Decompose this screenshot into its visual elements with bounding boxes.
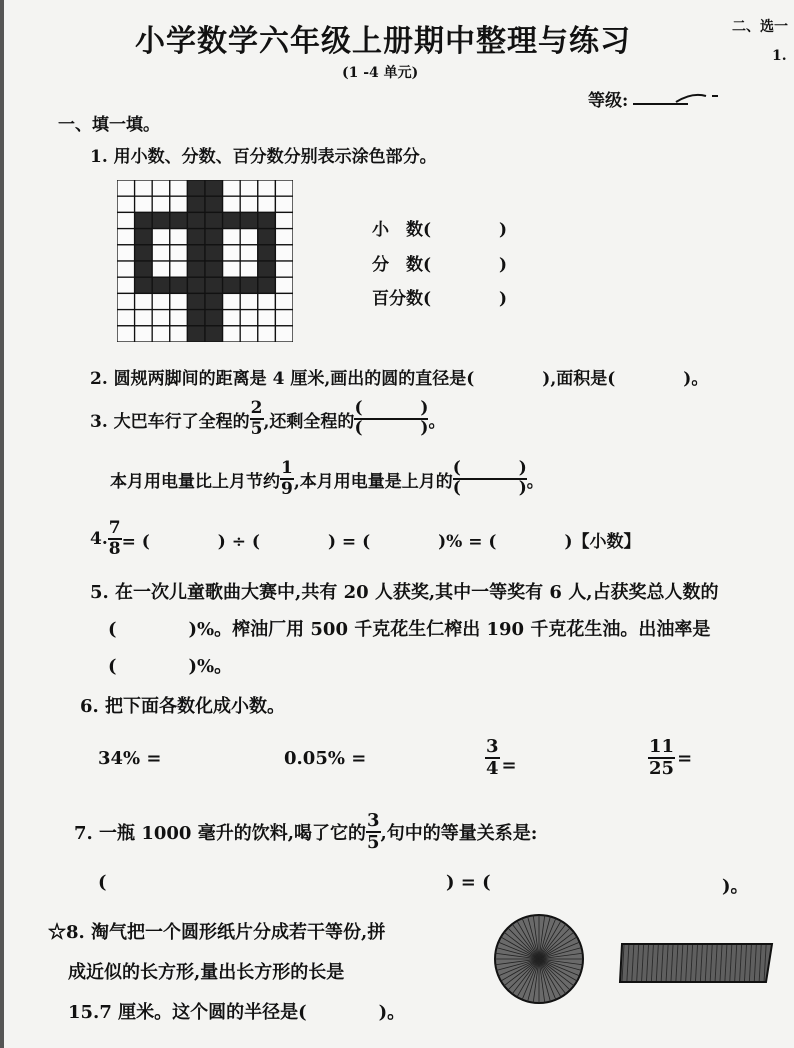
paren-left: (	[452, 458, 461, 479]
corner-number: 1.	[772, 48, 787, 64]
grid-cell-shaded	[205, 277, 223, 293]
paren-right: )	[420, 398, 429, 419]
equals-sign: =	[677, 747, 693, 769]
grid-cell	[152, 196, 170, 212]
q7-suffix: ,句中的等量关系是:	[380, 823, 538, 844]
grid-cell	[240, 196, 258, 212]
denominator: 8	[108, 539, 121, 559]
grid-cell	[275, 180, 293, 196]
grid-cell	[240, 293, 258, 309]
grid-cell	[170, 229, 188, 245]
grid-cell-shaded	[187, 310, 205, 326]
grid-cell-shaded	[135, 245, 153, 261]
q4-equation[interactable]: = ( ) ÷ ( ) = ( )% = ( )【小数】	[121, 531, 641, 552]
grade-label: 等级:	[588, 91, 629, 111]
grid-cell-shaded	[187, 326, 205, 342]
q7-answer-paren-left[interactable]: (	[98, 872, 107, 893]
grid-cell-shaded	[205, 212, 223, 228]
grid-cell-shaded	[187, 212, 205, 228]
decimal-answer[interactable]: 小 数( )	[372, 220, 508, 240]
grid-cell-shaded	[187, 180, 205, 196]
denominator: 9	[281, 479, 293, 499]
grade-scribble	[674, 88, 720, 106]
grid-cell-shaded	[187, 229, 205, 245]
grid-cell-shaded	[258, 277, 276, 293]
q7-answer-paren-right[interactable]: )。	[722, 876, 749, 897]
grid-cell	[275, 196, 293, 212]
question-3b	[110, 460, 544, 498]
fraction-3-5	[366, 812, 381, 852]
numerator: 2	[250, 398, 263, 418]
blank-fraction-answer-b[interactable]	[453, 460, 527, 498]
blank-fraction-answer-a[interactable]	[354, 400, 428, 438]
grid-cell	[117, 245, 135, 261]
grid-cell	[275, 326, 293, 342]
grid-cell	[223, 293, 241, 309]
fraction-answer[interactable]: 分 数( )	[372, 255, 508, 275]
grid-cell-shaded	[205, 326, 223, 342]
grid-cell-shaded	[152, 277, 170, 293]
item-11-25[interactable]	[648, 738, 692, 778]
grid-cell-shaded	[170, 212, 188, 228]
grid-cell	[170, 245, 188, 261]
q4-prefix: 4.	[90, 529, 108, 549]
grid-cell	[240, 310, 258, 326]
grid-cell	[117, 180, 135, 196]
section-title: 一、填一填。	[58, 115, 160, 135]
grid-cell	[117, 261, 135, 277]
grid-cell	[275, 310, 293, 326]
question-5-line3[interactable]: ( )%。	[108, 656, 233, 677]
grid-cell	[117, 293, 135, 309]
grid-cell-shaded	[240, 277, 258, 293]
numerator: 1	[281, 458, 293, 478]
grid-cell	[170, 196, 188, 212]
numerator: 3	[486, 736, 499, 757]
grid-cell-shaded	[223, 277, 241, 293]
item-34-percent[interactable]: 34% =	[98, 748, 162, 769]
grid-cell	[117, 277, 135, 293]
grid-cell	[135, 310, 153, 326]
question-8-line3[interactable]: 15.7 厘米。这个圆的半径是( )。	[68, 1002, 406, 1023]
grid-cell	[117, 310, 135, 326]
q3b-prefix: 本月用电量比上月节约	[110, 471, 280, 492]
q3b-mid: ,本月用电量是上月的	[293, 471, 453, 492]
page-title: 小学数学六年级上册期中整理与练习	[135, 24, 631, 59]
grid-cell	[152, 180, 170, 196]
grid-cell-shaded	[152, 212, 170, 228]
question-1-text: 1. 用小数、分数、百分数分别表示涂色部分。	[90, 147, 437, 167]
paren-left: (	[354, 398, 363, 419]
grid-cell-shaded	[135, 229, 153, 245]
denominator: 25	[649, 758, 675, 779]
grid-cell	[117, 229, 135, 245]
grid-cell	[258, 196, 276, 212]
grid-cell	[223, 261, 241, 277]
question-5-line1: 5. 在一次儿童歌曲大赛中,共有 20 人获奖,其中一等奖有 6 人,占获奖总人数的	[90, 582, 719, 603]
grid-cell	[223, 196, 241, 212]
grid-cell	[117, 212, 135, 228]
q3a-prefix: 3. 大巴车行了全程的	[90, 411, 250, 432]
paren-left: (	[452, 478, 461, 498]
question-4	[90, 520, 641, 558]
grid-cell	[275, 261, 293, 277]
percent-answer[interactable]: 百分数( )	[372, 289, 508, 309]
grid-cell-shaded	[187, 293, 205, 309]
fraction-11-25	[648, 738, 675, 778]
corner-label: 二、选一	[732, 19, 788, 35]
equals-sign: =	[501, 754, 517, 776]
q3a-mid: ,还剩全程的	[263, 411, 355, 432]
grid-cell	[240, 245, 258, 261]
question-8-line2: 成近似的长方形,量出长方形的长是	[68, 962, 345, 983]
grid-cell	[258, 310, 276, 326]
grid-cell	[275, 245, 293, 261]
grid-cell-shaded	[258, 212, 276, 228]
grid-cell	[152, 229, 170, 245]
grid-cell	[258, 293, 276, 309]
grid-cell	[275, 277, 293, 293]
grid-cell-shaded	[187, 196, 205, 212]
q3b-end: 。	[526, 471, 544, 492]
fraction-3-4	[485, 738, 500, 778]
grid-cell	[135, 326, 153, 342]
grid-cell-shaded	[205, 196, 223, 212]
grid-cell-shaded	[223, 212, 241, 228]
grid-cell	[170, 310, 188, 326]
grid-cell	[135, 180, 153, 196]
grid-cell-shaded	[205, 245, 223, 261]
grid-cell-shaded	[187, 261, 205, 277]
grid-cell-shaded	[258, 245, 276, 261]
grid-cell	[275, 212, 293, 228]
grid-cell-shaded	[205, 261, 223, 277]
denominator: 5	[250, 419, 263, 439]
item-3-4[interactable]	[485, 738, 517, 778]
grid-cell	[135, 196, 153, 212]
question-5-line2[interactable]: ( )%。榨油厂用 500 千克花生仁榨出 190 千克花生油。出油率是	[108, 619, 711, 640]
grid-cell	[135, 293, 153, 309]
grid-cell	[258, 326, 276, 342]
grid-cell	[240, 326, 258, 342]
grid-cell-shaded	[205, 180, 223, 196]
grid-cell-shaded	[135, 261, 153, 277]
grid-cell-shaded	[187, 245, 205, 261]
grid-cell-shaded	[135, 277, 153, 293]
grid-cell	[275, 293, 293, 309]
grid-cell	[240, 229, 258, 245]
question-3a	[90, 400, 445, 438]
grid-cell-shaded	[205, 293, 223, 309]
grid-cell	[240, 261, 258, 277]
grid-cell	[223, 229, 241, 245]
circle-sectors-figure	[492, 912, 586, 1006]
fraction-1-9	[280, 460, 294, 498]
fraction-2-5	[250, 400, 264, 438]
item-0-05-percent[interactable]: 0.05% =	[284, 748, 367, 769]
grid-cell-shaded	[258, 261, 276, 277]
page-subtitle: (1 -4 单元)	[342, 65, 419, 81]
grid-cell	[170, 293, 188, 309]
question-7	[74, 812, 537, 852]
grid-cell-shaded	[240, 212, 258, 228]
grid-cell	[152, 261, 170, 277]
grid-cell	[152, 310, 170, 326]
scan-edge	[0, 0, 4, 1048]
question-8-line1: ☆8. 淘气把一个圆形纸片分成若干等份,拼	[48, 922, 386, 943]
q7-answer-equals[interactable]: ) = (	[446, 872, 491, 893]
grid-cell-shaded	[187, 277, 205, 293]
numerator: 11	[649, 736, 675, 757]
paren-right: )	[518, 478, 527, 498]
denominator: 5	[366, 832, 380, 853]
grid-cell-shaded	[135, 212, 153, 228]
paren-left: (	[354, 418, 363, 438]
numerator: 7	[108, 518, 121, 538]
question-6-text: 6. 把下面各数化成小数。	[80, 696, 286, 717]
grid-cell	[170, 180, 188, 196]
grid-cell	[117, 326, 135, 342]
grid-figure	[117, 180, 293, 342]
grid-cell	[152, 245, 170, 261]
rectangle-rearranged-figure	[618, 938, 778, 988]
q7-prefix: 7. 一瓶 1000 毫升的饮料,喝了它的	[74, 823, 366, 844]
paren-right: )	[518, 458, 527, 479]
grid-cell	[240, 180, 258, 196]
numerator: 3	[366, 810, 380, 831]
grid-cell-shaded	[170, 277, 188, 293]
grid-cell	[223, 245, 241, 261]
grid-cell-shaded	[205, 229, 223, 245]
grid-cell-shaded	[205, 310, 223, 326]
grid-cell	[223, 310, 241, 326]
grid-cell	[170, 261, 188, 277]
paren-right: )	[420, 418, 429, 438]
grid-cell	[152, 326, 170, 342]
question-2-text: 2. 圆规两脚间的距离是 4 厘米,画出的圆的直径是( ),面积是( )。	[90, 369, 709, 389]
grid-cell	[152, 293, 170, 309]
grid-cell	[170, 326, 188, 342]
grid-cell	[117, 196, 135, 212]
grid-cell	[223, 326, 241, 342]
grid-cell	[258, 180, 276, 196]
grid-cell	[223, 180, 241, 196]
q3a-end: 。	[428, 411, 446, 432]
fraction-7-8	[108, 520, 122, 558]
grid-cell-shaded	[258, 229, 276, 245]
denominator: 4	[486, 758, 499, 779]
grid-cell	[275, 229, 293, 245]
